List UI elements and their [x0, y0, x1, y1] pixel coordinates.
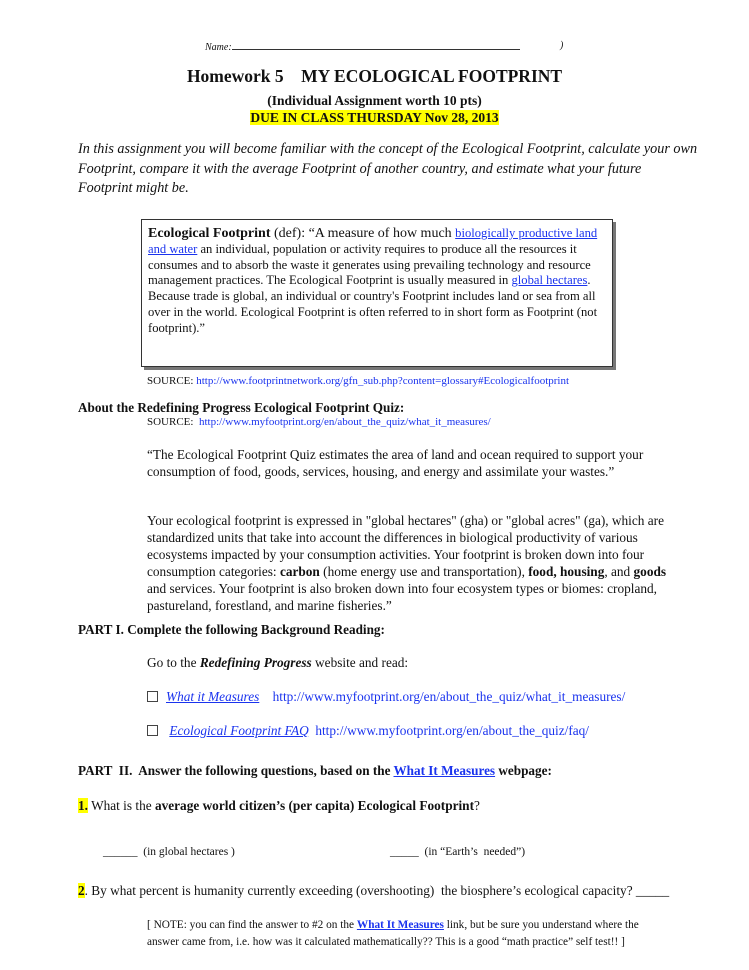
q1-text: ?	[474, 798, 480, 813]
about-paragraph	[147, 512, 687, 614]
part1-heading: PART I. Complete the following Background Reading:	[78, 622, 385, 637]
due-date: DUE IN CLASS THURSDAY Nov 28, 2013	[250, 110, 499, 125]
definition-text: an individual, population or activity requires to produce all the resources it consumes and to absorb the waste it generates using prevailing technology and resource management practices. The Ecological Footprint is usually measured in	[148, 241, 591, 288]
para-text: , and	[604, 564, 634, 579]
note	[147, 917, 667, 951]
answer-blank-earths[interactable]	[390, 846, 525, 858]
heading-text: webpage:	[495, 763, 552, 778]
para-text: Your ecological footprint is expressed in "global hectares" (gha) or "global acres" (ga), which are standardized units that take into account the differences in biological productivity of various ecosystems impacted by your consumption activities. Your footprint is broken down into four consumption categories:	[147, 513, 664, 579]
note-text: [ NOTE: you can find the answer to #2 on the	[147, 919, 357, 931]
term-carbon: carbon	[279, 564, 320, 579]
page-title: Homework 5 MY ECOLOGICAL FOOTPRINT	[186, 66, 563, 86]
intro-text: In this assignment you will become familiar with the concept of the Ecological Footprint, calculate your own Footprint, compare it with the average Footprint of another country, and estimate what your future Footprint might be.	[78, 141, 698, 196]
checkbox[interactable]	[147, 691, 158, 702]
q1-bold: average world citizen’s (per capita) Ecological Footprint	[154, 798, 475, 813]
url-faq[interactable]: http://www.myfootprint.org/en/about_the_quiz/faq/	[315, 723, 589, 738]
blank[interactable]: _____	[390, 846, 419, 858]
source-label: SOURCE:	[147, 416, 199, 428]
about-heading: About the Redefining Progress Ecological Footprint Quiz:	[78, 400, 405, 415]
link-biologically-productive[interactable]: biologically productive land and water	[148, 226, 598, 256]
paren: )	[560, 40, 564, 51]
part2-heading	[78, 763, 552, 779]
source-link[interactable]: http://www.footprintnetwork.org/gfn_sub.php?content=glossary#Ecologicalfootprint	[196, 375, 570, 387]
term-food-housing: food, housing	[528, 564, 605, 579]
heading-text: PART II. Answer the following questions, based on the	[78, 763, 394, 778]
checkbox[interactable]	[147, 725, 158, 736]
para-text: (home energy use and transportation),	[319, 564, 529, 579]
q1-number: 1.	[78, 798, 88, 813]
part1-instruction	[147, 654, 408, 671]
name-line[interactable]	[232, 40, 520, 50]
link-faq[interactable]: Ecological Footprint FAQ	[169, 723, 309, 738]
instr-text: Go to the	[147, 655, 200, 670]
link-what-it-measures[interactable]: What it Measures	[166, 689, 260, 704]
definition-source	[147, 375, 569, 387]
link-global-hectares[interactable]: global hectares	[511, 273, 588, 288]
name-field[interactable]	[205, 40, 564, 53]
about-quote: “The Ecological Footprint Quiz estimates the area of land and ocean required to support your consumption of food, goods, services, housing, and energy and assimilate your wastes.”	[147, 447, 644, 479]
about-source-link[interactable]: http://www.myfootprint.org/en/about_the_quiz/what_it_measures/	[198, 416, 491, 428]
q2-text: . By what percent is humanity currently exceeding (overshooting) the biosphere’s ecological capacity? _____	[84, 883, 670, 898]
reading-item-faq	[147, 722, 589, 739]
para-text: and services. Your footprint is also broken down into four ecosystem types or biomes: cropland, pastureland, forestland, and marine fisheries.”	[147, 581, 658, 613]
blank-label: (in “Earth’s needed”)	[418, 846, 526, 858]
link-what-it-measures-2[interactable]: What It Measures	[393, 763, 496, 778]
definition-tag: (def): “A measure of how much	[270, 226, 456, 241]
subtitle-block	[0, 92, 749, 126]
definition-box	[141, 219, 613, 367]
subtitle: (Individual Assignment worth 10 pts)	[267, 93, 482, 108]
q1-text: What is the	[87, 798, 155, 813]
question-1	[78, 797, 480, 814]
about-source	[147, 416, 491, 428]
instr-text: website and read:	[311, 655, 409, 670]
link-what-it-measures-3[interactable]: What It Measures	[356, 919, 444, 931]
answer-blank-gha[interactable]	[103, 846, 235, 858]
source-label: SOURCE:	[147, 375, 197, 387]
note-text: link, but be sure you understand where the answer came from, i.e. how was it calculated mathematically?? This is a good “math practice” self test!! ]	[147, 919, 639, 948]
reading-item-what-it-measures	[147, 688, 625, 705]
definition-text-2: . Because trade is global, an individual or country's Footprint includes land or sea from all over in the world. Ecological Footprint is often referred to in short form as Footprint (not footprint).”	[148, 273, 598, 335]
definition-term: Ecological Footprint	[148, 226, 271, 241]
site-name: Redefining Progress	[199, 655, 312, 670]
q2-number: 2	[78, 883, 85, 898]
name-label: Name:	[205, 42, 232, 53]
question-2	[78, 882, 669, 899]
url-what-it-measures[interactable]: http://www.myfootprint.org/en/about_the_quiz/what_it_measures/	[272, 689, 626, 704]
blank-label: (in global hectares )	[137, 846, 235, 858]
term-goods: goods	[633, 564, 667, 579]
blank[interactable]: ______	[103, 846, 138, 858]
